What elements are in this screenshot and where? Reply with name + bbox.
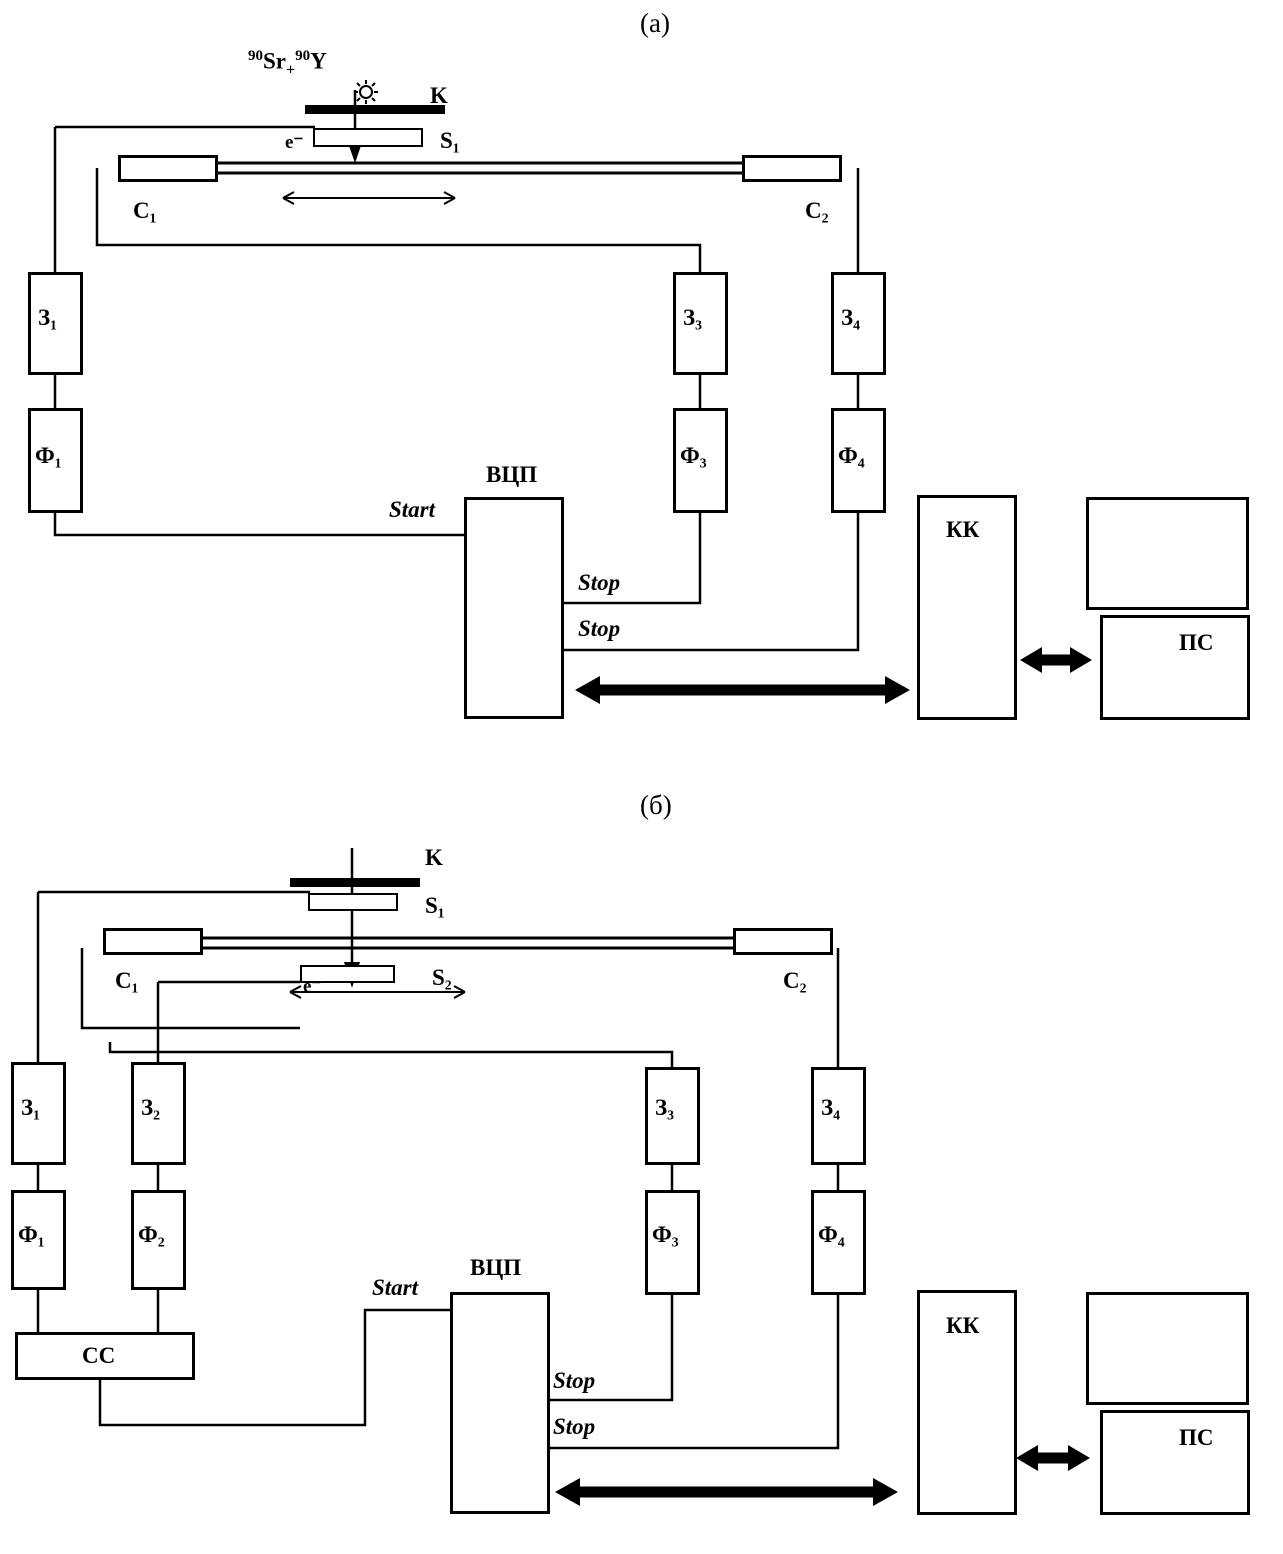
label-stop2-b: Stop bbox=[553, 1414, 596, 1439]
label-s1-a: S₁ bbox=[440, 128, 460, 153]
box-ps-b bbox=[1100, 1410, 1250, 1515]
box-oscilloscope-a bbox=[1086, 497, 1249, 610]
box-c2-a bbox=[742, 155, 842, 182]
label-f3-b: Ф₃ bbox=[652, 1222, 679, 1247]
box-c2-b bbox=[733, 928, 833, 955]
label-cc-b: СС bbox=[82, 1343, 116, 1368]
label-z1-b: З₁ bbox=[21, 1095, 41, 1120]
label-f2-b: Ф₂ bbox=[138, 1222, 165, 1247]
label-f4-b: Ф₄ bbox=[818, 1222, 845, 1247]
label-ps-b: ПС bbox=[1179, 1425, 1214, 1450]
panel-b-wiring bbox=[0, 780, 1283, 1554]
label-k-b: K bbox=[425, 845, 443, 870]
label-vcp-a: ВЦП bbox=[486, 462, 538, 487]
label-start-b: Start bbox=[372, 1275, 419, 1300]
panel-b bbox=[0, 780, 1283, 1554]
label-c2-b: C₂ bbox=[783, 968, 807, 993]
box-c1-b bbox=[103, 928, 203, 955]
label-kk-a: КК bbox=[946, 517, 980, 542]
label-stop2-a: Stop bbox=[578, 616, 621, 641]
source-bar-k bbox=[305, 105, 445, 114]
label-c1-b: C₁ bbox=[115, 968, 139, 993]
label-f3-a: Ф₃ bbox=[680, 443, 707, 468]
label-z3-b: З₃ bbox=[655, 1095, 675, 1120]
detector-s1-b bbox=[308, 893, 398, 911]
label-f4-a: Ф₄ bbox=[838, 443, 865, 468]
panel-b-label: (б) bbox=[640, 790, 672, 820]
label-z2-b: З₂ bbox=[141, 1095, 161, 1120]
label-source-a: $^{90}Sr_+^{90}Y$ bbox=[248, 48, 327, 79]
label-c2-a: C₂ bbox=[805, 198, 829, 223]
label-f1-b: Ф₁ bbox=[18, 1222, 45, 1247]
label-s1-b: S₁ bbox=[425, 893, 445, 918]
label-s2-b: S₂ bbox=[432, 965, 452, 990]
label-stop1-a: Stop bbox=[578, 570, 621, 595]
box-vcp-a bbox=[464, 497, 564, 719]
panel-a-label: (а) bbox=[640, 8, 670, 38]
box-vcp-b bbox=[450, 1292, 550, 1514]
box-c1-a bbox=[118, 155, 218, 182]
label-c1-a: C₁ bbox=[133, 198, 157, 223]
label-z3-a: З₃ bbox=[683, 305, 703, 330]
label-stop1-b: Stop bbox=[553, 1368, 596, 1393]
box-ps-a bbox=[1100, 615, 1250, 720]
label-z4-a: З₄ bbox=[841, 305, 861, 330]
label-ps-a: ПС bbox=[1179, 630, 1214, 655]
box-oscilloscope-b bbox=[1086, 1292, 1249, 1405]
label-z1-a: З₁ bbox=[38, 305, 58, 330]
label-vcp-b: ВЦП bbox=[470, 1255, 522, 1280]
label-z4-b: З₄ bbox=[821, 1095, 841, 1120]
source-bar-k-b bbox=[290, 878, 420, 887]
label-electron-a: e⁻ bbox=[285, 132, 304, 153]
panel-a bbox=[0, 0, 1283, 770]
panel-a-wiring bbox=[0, 0, 1283, 770]
label-electron-b: e⁻ bbox=[303, 976, 322, 997]
label-f1-a: Ф₁ bbox=[35, 443, 62, 468]
detector-s1-a bbox=[313, 128, 423, 147]
label-kk-b: КК bbox=[946, 1313, 980, 1338]
label-start-a: Start bbox=[389, 497, 436, 522]
label-k-a: K bbox=[430, 83, 448, 108]
